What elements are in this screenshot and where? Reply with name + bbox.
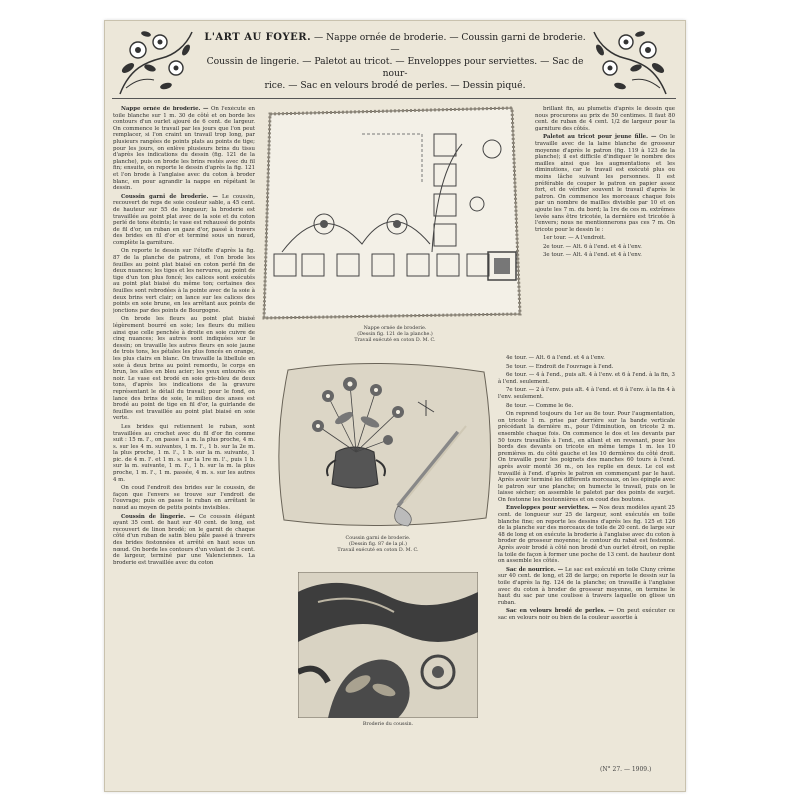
paragraph (498, 608, 675, 621)
cushion-illustration (258, 356, 496, 532)
paragraph-text: On reporte le dessin sur l'étoffe d'après la fig. 87 de la planche de patrons, et l'on brode les feuilles au point plat biaisé en coton perlé fin de deux nuances; les tiges et les nervures, au point de tige d'un ton plus foncé; les calices sont exécutés au point plat biaisé du même ton; certaines des feuilles sont rebrodées à la pointe avec de la soie à deux brins vert clair; on lance sur les calices des points en soie brune, en les arrêtant aux points de jonctions par des points de Bourgogne. (113, 248, 255, 314)
paragraph-text: On l'exécute en toile blanche sur 1 m. 30 de côté et on borde les contours d'un ourlet ajouré de 6 cent. de largeur. On commence le travail par les jours que l'on peut remplacer, si l'on craint un travail trop long, par plusieurs rangées de points plats au points de tige; pour les jours, on enlève plusieurs brins du tissu d'après les indications du dessin (fig. 121 de la planche), puis on brode les brins restés avec du fil fin; ensuite, on reporte le dessin d'après la fig. 121 et l'on brode à l'anglaise avec du coton à broder blanc, en pour agrandir la nappe en répétant le dessin. (113, 106, 255, 192)
paragraph (113, 316, 255, 422)
header-line-1: — Nappe ornée de broderie. — Coussin garni de broderie. — (313, 32, 586, 55)
header-line-3: rice. — Sac en velours brodé de perles. — Dessin piqué. (264, 80, 526, 91)
paragraph (535, 106, 675, 132)
paragraph (113, 485, 255, 511)
paragraph (113, 514, 255, 567)
paragraph (113, 106, 255, 192)
tablecloth-caption (320, 326, 470, 344)
paragraph-text: 7e tour. — 2 à l'env. puis alt. 4 à l'end. et 6 à l'env. à la fin 4 à l'env. seulement. (498, 387, 675, 400)
paragraph (498, 372, 675, 385)
left-text-column (113, 106, 255, 782)
paragraph-text: On coud l'endroit des brides sur le coussin, de façon que l'envers se trouve sur l'endroit de l'ouvrage; puis on passe le ruban en arrêtant le nœud au moyen de petits points invisibles. (113, 485, 255, 512)
paragraph (498, 355, 675, 362)
caption-title: Coussin garni de broderie. (345, 536, 411, 541)
paragraph (113, 248, 255, 314)
cushion-caption (318, 536, 438, 554)
paragraph (498, 403, 675, 410)
paragraph (498, 411, 675, 503)
right-text-column-lower (498, 355, 675, 760)
embroidery-detail-illustration (298, 572, 478, 718)
paragraph-text: 2e tour. — Alt. 6 à l'end. et 4 à l'env. (543, 243, 642, 250)
paragraph (535, 244, 675, 251)
paragraph-heading: Paletot au tricot pour jeune fille. — (543, 134, 657, 141)
paragraph (113, 424, 255, 483)
header-divider (112, 98, 676, 99)
paragraph-text: Les brides qui retiennent le ruban, sont travaillées au crochet avec du fil d'or fin comme suit : 15 m. l'., on passe 1 a m. la plus proche, 4 m. s. sur les 4 m. suivantes, 1 m. l'., 1 b. sur la 2e m. la plus proche, 1 m. l'., 1 b. sur la m. suivante, 1 pic. de 4 m. l'. et 1 m. s. sur la 1re m. l'., puis 1 b. sur la m. suivante, 1 m. l'., 1 b. sur la m. la plus proche, 1 m. l'., 1 m. passée, 4 m. s. sur les autres 4 m. (113, 423, 255, 483)
paragraph (498, 387, 675, 400)
page-header (200, 32, 590, 92)
right-text-column (535, 106, 675, 352)
paragraph-heading: Sac en velours brodé de perles. — (506, 608, 614, 615)
paragraph-text: On peut exécuter ce sac en velours noir ou bien de la couleur assortie à (498, 608, 675, 621)
paragraph-text: Le sac est exécuté en toile Cluny crème sur 40 cent. de long, et 28 de large; on reporte le dessin sur la toile d'après la fig. 124 de la planche; on travaille à l'anglaise avec du coton à broder de grosseur moyenne, on termine le haut du sac par une coulisse à travers laquelle on glisse un ruban. (498, 566, 675, 606)
paragraph-heading: Nappe ornée de broderie. — (121, 106, 209, 112)
paragraph (535, 252, 675, 259)
paragraph-heading: Sac de nourrice. — (506, 566, 564, 573)
paragraph (535, 134, 675, 233)
floral-ornament-left (116, 28, 196, 98)
paragraph-text: 6e tour. — 4 à l'end., puis alt. 4 à l'env. et 6 à l'end. à la fin, 3 à l'end. seulement. (498, 372, 675, 385)
paragraph-text: On reprend toujours du 1er au 8e tour. Pour l'augmentation, on tricote 1 m. prise par derrière sur la bande verticale précédant la dernière m., pour l'diminution, on tricote 2 m. ensemble chaque fois. On commence le dos et les devants par 50 tours travaillés à l'end., en allant et en revenant, pour les bords des devants on tricote en même temps 1 m. les 10 premières m. du côté gauche et les 10 dernières du côté droit. On travaille pour les poignets des manches 60 tours à l'end. après avoir monté 36 m., on les replie en deux. Le col est travaillé à l'end. d'après le patron en commençant par le haut. Après avoir terminé les différents morceaux, on les épingle avec le patron sur une planche; on humecte le travail, puis on le laisse sécher; on assemble le paletot par des points de surjet. On festonne les boutonnières et on coud des boutons. (498, 411, 675, 503)
paragraph (498, 567, 675, 607)
caption-note: Travail exécuté en coton D. M. C. (354, 338, 436, 343)
paragraph (498, 364, 675, 371)
paragraph-text: Nos deux modèles ayant 25 cent. de longueur sur 25 de largeur, sont exécutés en toile blanche fine; on reporte les dessins d'après les fig. 125 et 126 de la planche sur des morceaux de toile de 20 cent. de large sur 48 de long et on exécute la broderie à l'anglaise avec du coton à broder de grosseur moyenne; le contour du rabat est festonné. Après avoir brodé à côté non brodé d'un ourlet étroit, on replie la toile de façon à former une poche de 13 cent. de hauteur dont on assemble les côtés. (498, 505, 675, 565)
floral-ornament-right (590, 28, 670, 98)
paragraph-text: Le coussin, recouvert de reps de soie couleur sable, a 45 cent. de hauteur sur 55 de longueur; la broderie est travaillée au point plat avec de la soie et du coton perlé de tons éteints; le vase est rehaussé de points de fil d'or, un ruban en gaze d'or, passé à travers des brides en fil d'or et terminé sous un nœud, complète la garniture. (113, 193, 255, 246)
paragraph-text: brillant fin, au plumetis d'après le dessin que nous procurons au prix de 50 centimes. Il faut 80 cent. de ruban de 4 cent. 1/2 de largeur pour la garniture des côtés. (535, 106, 675, 132)
paragraph-heading: Coussin de lingerie. — (121, 513, 196, 520)
paragraph (535, 235, 675, 242)
paragraph-text: 8e tour. — Comme le 6e. (506, 402, 574, 409)
paragraph-text: 1er tour. — A l'endroit. (543, 235, 606, 242)
paragraph-text: Ce coussin élégant ayant 35 cent. de haut sur 40 cent. de long, est recouvert de linon brodé; on le garnit de chaque côté d'un ruban de satin bleu pâle passé à travers des brides festonnées et arrêté en haut sous un nœud. On borde les contours d'un volant de 3 cent. de largeur, terminé par une Valenciennes. La broderie est travaillée avec du coton (113, 513, 255, 566)
page-footer: (N° 27. — 1909.) (600, 766, 652, 773)
paragraph (498, 505, 675, 564)
caption-ref: (Dessin fig. 87 de la pl.) (349, 542, 407, 547)
tablecloth-illustration (262, 104, 524, 324)
section-title: L'ART AU FOYER. (204, 32, 312, 43)
paragraph-text: On le travaille avec de la laine blanche de grosseur moyenne d'après le patron (fig. 119 à 123 de la planche); il est difficile d'indiquer le nombre des mailles ainsi que les augmentations et les diminutions, car le travail est exécuté plus ou moins lâche suivant les personnes. Il est préférable de couper le patron en papier assez fort, et de vérifier souvent le travail d'après le patron. On commence les morceaux chaque fois par un nombre de mailles divisible par 10 et on ajoute les 7 m. du bord; la 1re de ces m. extrêmes levée sans être tricotée, la dernière est tricotée à l'envers; nous ne mentionnerons pas ces 7 m. On tricote pour le dessin le : (535, 134, 675, 233)
paragraph-heading: Coussin garni de broderie. — (121, 193, 218, 200)
detail-caption (348, 722, 428, 728)
paragraph-text: 4e tour. — Alt. 6 à l'end. et 4 à l'env. (506, 355, 605, 361)
caption-title: Broderie du coussin. (362, 722, 414, 727)
paragraph-text: 3e tour. — Alt. 4 à l'end. et 4 à l'env. (543, 252, 642, 259)
paragraph-heading: Enveloppes pour serviettes. — (506, 505, 598, 512)
paragraph-text: 5e tour. — Endroit de l'ouvrage à l'end. (506, 363, 614, 370)
caption-title: Nappe ornée de broderie. (363, 326, 427, 331)
paragraph (113, 194, 255, 247)
paragraph-text: On brode les fleurs au point plat biaisé légèrement bourré en soie; les fleurs du milieu ainsi que celle penchée à droite en soie cuivre de cinq nuances; les autres sont indiquées sur le dessin; on travaille les autres fleurs en soie jaune de trois tons, les pétales les plus foncés en orange, les plus clairs en blanc. On travaille la libellule en soie à deux brins au point remordu, le corps en brun, les ailes en bleu acier; les yeux entourés en noir. Le vase est brodé en soie gris-bleu de deux tons, d'après les indications de la gravure représentant le détail du travail; pour le fond, on lance des brins de soie, le milieu des anses est brodé au point de tige en fil d'or, la guirlande de feuilles est travaillée au point plat biaisé en soie verte. (113, 316, 255, 422)
caption-note: Travail exécuté en coton D. M. C. (337, 548, 419, 553)
header-line-2: Coussin de lingerie. — Paletot au tricot. — Enveloppes pour serviettes. — Sac de nour- (206, 56, 584, 79)
caption-ref: (Dessin fig. 121 de la planche.) (357, 332, 433, 337)
